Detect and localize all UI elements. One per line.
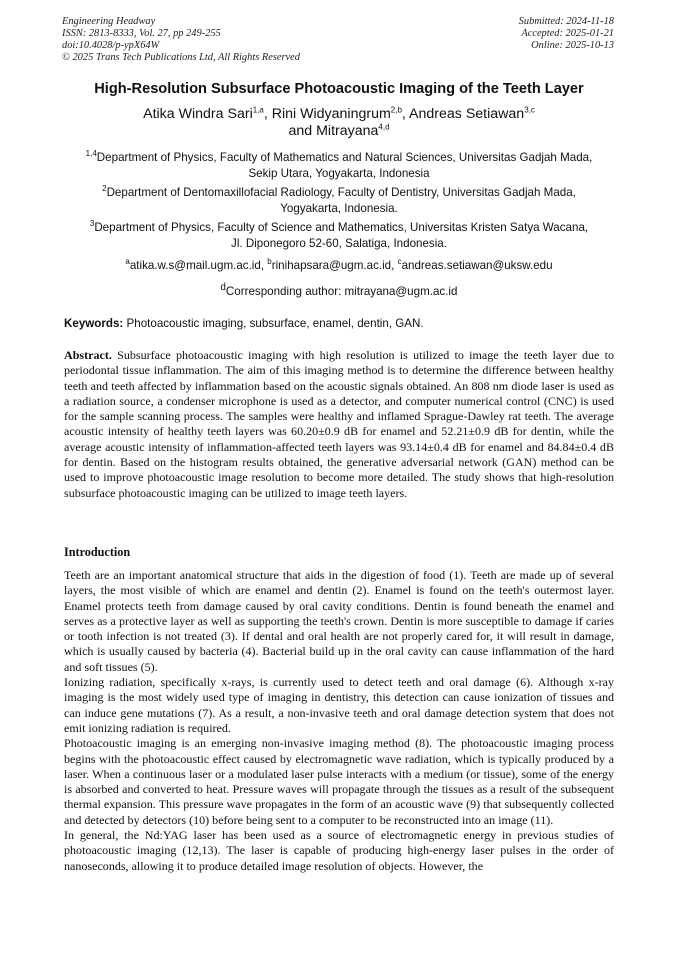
affiliation-line: Sekip Utara, Yogyakarta, Indonesia <box>248 166 430 180</box>
affiliation <box>40 150 638 181</box>
keywords <box>64 316 614 331</box>
affiliation <box>40 220 638 251</box>
abstract <box>64 348 614 501</box>
paragraph: Ionizing radiation, specifically x-rays, is currently used to detect teeth and oral damage (6). Although x-ray imaging is the most widely used type of imaging in dentistry, this detection can cause ionization of tissues and can induce gene mutations (7). As a result, a non-invasive teeth and oral damage detection system that does not emit ionizing radiation is required. <box>64 675 614 735</box>
paragraph: Photoacoustic imaging is an emerging non-invasive imaging method (8). The photoacoustic imaging process begins with the photoacoustic effect caused by electromagnetic wave radiation, which is typically produced by a laser. When a continuous laser or a modulated laser pulse interacts with a medium (or tissue), some of the energy is absorbed and converted to heat. Pressure waves will propagate through the tissues as a result of the subsequent thermal expansion. This pressure wave propagates in the form of an acoustic wave (9) that subsequently collected and detected by detectors (10) before being sent to a computer to be reconstructed into an image (11). <box>64 736 614 827</box>
author-name: and Mitrayana <box>288 123 379 139</box>
affiliation-mark: 2 <box>102 184 107 194</box>
author-name: Andreas Setiawan <box>409 106 525 122</box>
author-emails <box>40 258 638 273</box>
email-mark: d <box>220 282 226 293</box>
affiliation-mark: 3 <box>89 219 95 229</box>
online-date: Online: 2025-10-13 <box>531 40 614 51</box>
affiliation-line: Yogyakarta, Indonesia. <box>280 201 398 215</box>
submitted-date: Submitted: 2024-11-18 <box>518 16 614 27</box>
author-affiliation-mark: 1,a <box>252 105 264 115</box>
email-link[interactable]: andreas.setiawan@uksw.edu <box>401 259 553 272</box>
paragraph: Teeth are an important anatomical structure that aids in the digestion of food (1). Teeth are made up of several layers, the most visible of which are enamel and dentin (2). Enamel is found on the teeth's outermost layer. Enamel protects teeth from damage caused by oral cavity conditions. Dentin is found beneath the enamel and serves as a protective layer as well as supporting the teeth's crown. Dentin is more susceptible to damage if caries or tooth infection is not treated (3). If dental and oral health are not properly cared for, it will result in damage, which is usually caused by bacteria (4). Bacterial build up in the oral cavity can cause inflammation of the hard and soft tissues (5). <box>64 568 614 674</box>
submission-dates <box>519 16 614 52</box>
corresponding-author <box>40 280 638 299</box>
email-link[interactable]: rinihapsara@ugm.ac.id, <box>271 259 395 272</box>
keywords-label: Keywords: <box>64 317 124 330</box>
journal-info <box>62 16 300 64</box>
author-list: Atika Windra Sari$^{1,a}$, Rini Widyaningrum$^{2,b}$, Andreas Setiawan$^{3,c}$ and Mitrayana$^{4,d}$ <box>143 105 535 139</box>
author-name: Rini Widyaningrum <box>271 106 391 122</box>
journal-name: Engineering Headway <box>62 16 156 27</box>
paper-title: High-Resolution Subsurface Photoacoustic Imaging of the Teeth Layer <box>94 81 584 97</box>
keywords-text: Photoacoustic imaging, subsurface, enamel, dentin, GAN. <box>126 317 424 330</box>
affiliation-line: Department of Physics, Faculty of Science and Mathematics, Universitas Kristen Satya Wacana, <box>94 221 589 234</box>
email-mark: c <box>397 257 402 267</box>
accepted-date: Accepted: 2025-01-21 <box>521 28 614 39</box>
affiliation-line: Department of Dentomaxillofacial Radiology, Faculty of Dentistry, Universitas Gadjah Mada, <box>106 186 576 199</box>
journal-issn: ISSN: 2813-8333, Vol. 27, pp 249-255 <box>62 28 221 39</box>
affiliation <box>40 185 638 216</box>
corresponding-author-email[interactable]: Corresponding author: mitrayana@ugm.ac.id <box>225 284 458 298</box>
email-link[interactable]: atika.w.s@mail.ugm.ac.id, <box>129 259 265 272</box>
copyright-notice: © 2025 Trans Tech Publications Ltd, All Rights Reserved <box>62 52 300 63</box>
affiliation-line: Department of Physics, Faculty of Mathematics and Natural Sciences, Universitas Gadjah Mada, <box>96 151 593 164</box>
author-name: Atika Windra Sari <box>143 106 253 122</box>
affiliation-line: Jl. Diponegoro 52-60, Salatiga, Indonesia. <box>231 236 447 250</box>
author-affiliation-mark: 4,d <box>378 122 390 132</box>
email-mark: a <box>125 257 130 267</box>
abstract-text: Subsurface photoacoustic imaging with high resolution is utilized to image the teeth layer due to periodontal tissue inflammation. The aim of this imaging method is to determine the difference between healthy teeth and teeth affected by inflammation based on the acoustic signals obtained. An 808 nm diode laser is used as a radiation source, a condenser microphone is used as a detector, and computer numerical control (CNC) is used for the sample scanning process. The samples were healthy and inflamed Sprague-Dawley rat teeth. The average acoustic intensity of healthy teeth layers was 60.20±0.9 dB for enamel and 52.21±0.9 dB for dentin, while the average acoustic intensity of inflammation-affected teeth layers was 93.14±0.4 dB for enamel and 84.84±0.4 dB for dentin. Based on the histogram results obtained, the generative adversarial network (GAN) method can be used to improve photoacoustic image resolution to become more detailed. The study shows that high-resolution subsurface photoacoustic imaging can be utilized to image teeth layers. <box>64 348 614 500</box>
section-heading: Introduction <box>64 545 131 559</box>
introduction-body <box>64 568 614 874</box>
affiliation-mark: 1,4 <box>85 149 97 159</box>
email-mark: b <box>267 257 272 267</box>
abstract-label: Abstract. <box>64 348 112 362</box>
journal-doi: doi:10.4028/p-ypX64W <box>62 40 160 51</box>
author-affiliation-mark: 3,c <box>524 105 535 115</box>
paragraph: In general, the Nd:YAG laser has been used as a source of electromagnetic energy in previous studies of photoacoustic imaging (12,13). The laser is capable of producing high-energy laser pulses in the order of nanoseconds, allowing it to produce detailed image resolution of objects. However, the <box>64 828 614 873</box>
author-affiliation-mark: 2,b <box>390 105 402 115</box>
